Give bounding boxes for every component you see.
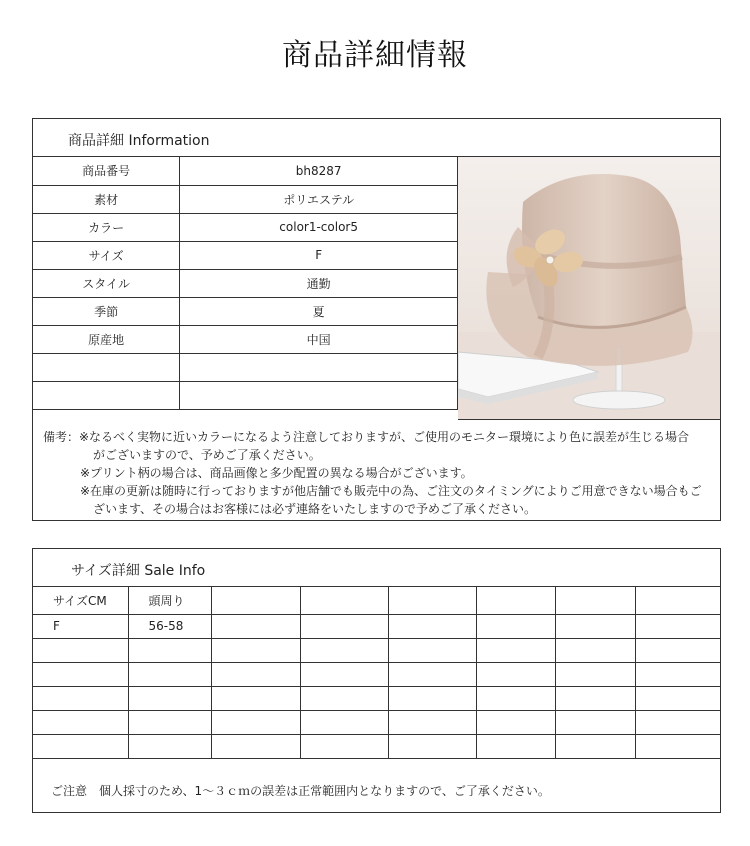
info-value [180, 353, 458, 381]
size-cell: F [33, 614, 128, 638]
size-cell [211, 710, 300, 734]
size-header-row [33, 587, 720, 614]
info-row [33, 241, 458, 269]
info-value: bh8287 [180, 157, 458, 185]
size-cell [300, 710, 388, 734]
size-cell [555, 734, 635, 758]
size-cell [555, 710, 635, 734]
size-cell [388, 710, 476, 734]
size-column-header [388, 587, 476, 614]
size-cell [128, 686, 211, 710]
size-cell [476, 638, 555, 662]
info-row [33, 381, 458, 409]
info-label: 素材 [33, 185, 180, 213]
size-cell: 56-58 [128, 614, 211, 638]
size-cell [128, 638, 211, 662]
info-row [33, 269, 458, 297]
size-cell [128, 734, 211, 758]
info-row [33, 157, 458, 185]
product-photo [458, 157, 720, 420]
size-section [32, 548, 721, 813]
size-column-header [476, 587, 555, 614]
size-row [33, 614, 720, 638]
size-cell [388, 734, 476, 758]
info-value: 夏 [180, 297, 458, 325]
size-cell [635, 614, 720, 638]
size-cell [388, 662, 476, 686]
size-column-header [300, 587, 388, 614]
remark-line: ※在庫の更新は随時に行っておりますが他店舗でも販売中の為、ご注文のタイミングによりご用意できない場合もご [80, 484, 702, 498]
size-cell [476, 734, 555, 758]
information-title: 商品詳細 Information [68, 133, 210, 149]
size-cell [388, 638, 476, 662]
info-value: 通勤 [180, 269, 458, 297]
info-value: color1-color5 [180, 213, 458, 241]
info-value: F [180, 241, 458, 269]
info-label: カラー [33, 213, 180, 241]
size-cell [388, 614, 476, 638]
info-value [180, 381, 458, 409]
info-label [33, 381, 180, 409]
size-cell [476, 686, 555, 710]
information-table [33, 157, 458, 410]
information-header [33, 119, 720, 157]
size-row [33, 686, 720, 710]
info-label: 原産地 [33, 325, 180, 353]
info-row [33, 353, 458, 381]
size-cell [476, 710, 555, 734]
info-label: 季節 [33, 297, 180, 325]
size-cell [555, 686, 635, 710]
remark-line: ※プリント柄の場合は、商品画像と多少配置の異なる場合がございます。 [80, 466, 473, 480]
size-cell [128, 662, 211, 686]
info-row [33, 213, 458, 241]
size-header [33, 549, 720, 587]
size-cell [211, 734, 300, 758]
size-cell [388, 686, 476, 710]
size-cell [33, 686, 128, 710]
size-table [33, 587, 720, 759]
size-cell [300, 638, 388, 662]
info-row [33, 297, 458, 325]
size-cell [33, 638, 128, 662]
size-column-header [635, 587, 720, 614]
size-cell [211, 686, 300, 710]
info-label: スタイル [33, 269, 180, 297]
size-cell [635, 686, 720, 710]
size-cell [635, 638, 720, 662]
size-cell [476, 662, 555, 686]
size-cell [128, 710, 211, 734]
size-title: サイズ詳細 Sale Info [71, 563, 206, 579]
info-row [33, 185, 458, 213]
size-cell [211, 638, 300, 662]
info-label: サイズ [33, 241, 180, 269]
info-value: 中国 [180, 325, 458, 353]
remark-line: 備考：※なるべく実物に近いカラーになるよう注意しておりますが、ご使用のモニター環境により色に誤差が生じる場合 [43, 430, 690, 444]
size-cell [635, 662, 720, 686]
size-column-header: サイズCM [33, 587, 128, 614]
size-cell [300, 662, 388, 686]
remark-line: がございますので、予めご了承ください。 [93, 448, 321, 462]
remark-line: ざいます、その場合はお客様には必ず連絡をいたしますので予めご了承ください。 [93, 502, 537, 516]
information-section [32, 118, 721, 521]
size-cell [476, 614, 555, 638]
size-cell [33, 662, 128, 686]
page-title: 商品詳細情報 [282, 38, 468, 73]
size-cell [635, 734, 720, 758]
size-cell [300, 614, 388, 638]
size-cell [635, 710, 720, 734]
size-cell [33, 710, 128, 734]
info-label [33, 353, 180, 381]
info-value: ポリエステル [180, 185, 458, 213]
size-cell [555, 614, 635, 638]
size-column-header [555, 587, 635, 614]
size-row [33, 638, 720, 662]
size-cell [300, 686, 388, 710]
size-cell [555, 638, 635, 662]
info-label: 商品番号 [33, 157, 180, 185]
size-row [33, 662, 720, 686]
size-cell [300, 734, 388, 758]
size-cell [33, 734, 128, 758]
size-column-header [211, 587, 300, 614]
size-note: ご注意 個人採寸のため、1～３ｃｍの誤差は正常範囲内となりますので、ご了承ください。 [51, 784, 550, 798]
size-row [33, 710, 720, 734]
size-column-header: 頭周り [128, 587, 211, 614]
size-cell [211, 614, 300, 638]
size-row [33, 734, 720, 758]
hat-image [458, 157, 720, 420]
info-row [33, 325, 458, 353]
size-cell [555, 662, 635, 686]
size-cell [211, 662, 300, 686]
